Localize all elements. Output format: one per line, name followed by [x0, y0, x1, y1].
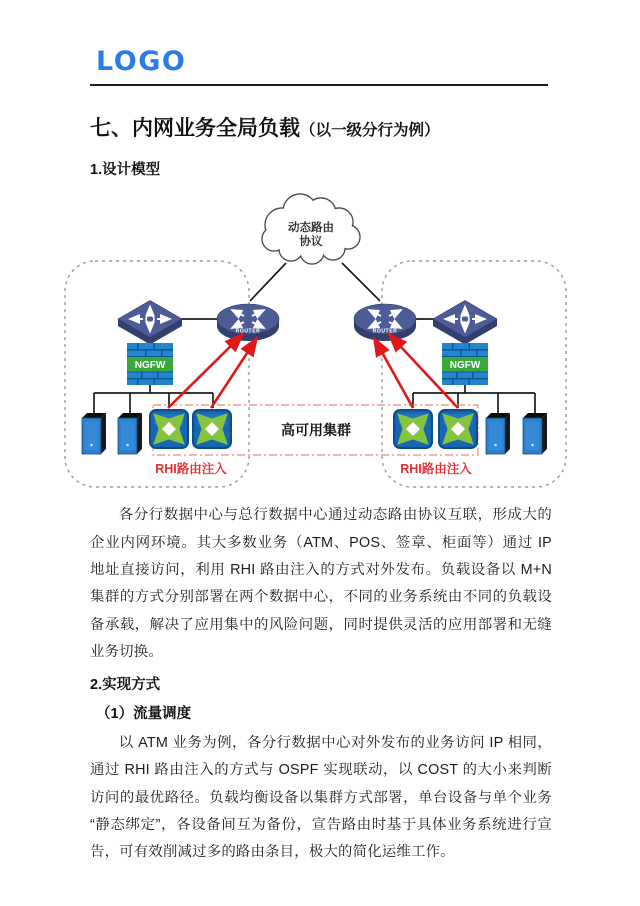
page-title-suffix: （以一级分行为例） — [300, 122, 440, 139]
subsection-traffic-scheduling: （1）流量调度 — [96, 705, 192, 722]
load-balancer-icon-right-1 — [394, 410, 432, 448]
server-icon-left-2 — [118, 413, 142, 454]
cloud-icon — [262, 194, 360, 264]
load-balancer-icon-right-2 — [439, 410, 477, 448]
ngfw-label-left: NGFW — [134, 360, 166, 372]
ha-cluster-label: 高可用集群 — [281, 422, 351, 439]
switch-icon-left — [118, 301, 182, 345]
page-title — [90, 116, 552, 142]
section-implementation: 2.实现方式 — [90, 676, 161, 693]
router-label-right: ROUTER — [372, 328, 398, 335]
page-header — [0, 0, 640, 86]
section-design-model: 1.设计模型 — [90, 162, 161, 179]
rhi-label-left: RHI路由注入 — [155, 462, 227, 477]
load-balancer-icon-left-1 — [150, 410, 188, 448]
router-icon-right — [354, 304, 416, 341]
paragraph-traffic-scheduling: 以 ATM 业务为例，各分行数据中心对外发布的业务访问 IP 相同，通过 RHI 路由注入的方式与 OSPF 实现联动，以 COST 的大小来判断访问的最优路径。负载均衡设备以集群方式部署，单台设备与单个业务 “静态绑定”，各设备间互为备份，宣告路由时基于具体业务系统进行宣告，可有效削减过多的路由条目，极大的简化运维工作。 — [90, 734, 552, 861]
router-icon-left — [217, 304, 279, 341]
ngfw-label-right: NGFW — [449, 360, 481, 372]
page-title-main: 七、内网业务全局负载 — [90, 117, 300, 140]
server-icon-right-2 — [523, 413, 547, 454]
rhi-arrows — [168, 334, 458, 408]
paragraph-design-model: 各分行数据中心与总行数据中心通过动态路由协议互联，形成大的企业内网环境。其大多数业务（ATM、POS、签章、柜面等）通过 IP 地址直接访问，利用 RHI 路由注入的方式对外发布。负载设备以 M+N 集群的方式分别部署在两个数据中心，不同的业务系统由不同的负载设备承载，解决了应用集中的风险问题，同时提供灵活的应用部署和无缝业务切换。 — [90, 507, 552, 661]
load-balancer-icon-left-2 — [193, 410, 231, 448]
router-label-left: ROUTER — [235, 328, 261, 335]
server-icon-left-1 — [82, 413, 106, 454]
network-diagram — [60, 191, 580, 501]
rhi-label-right: RHI路由注入 — [400, 462, 472, 477]
server-icon-right-1 — [486, 413, 510, 454]
cloud-label-line2: 协议 — [299, 236, 323, 249]
logo: LOGO — [96, 46, 187, 77]
switch-icon-right — [433, 301, 497, 345]
header-divider — [90, 84, 548, 86]
cloud-label-line1: 动态路由 — [288, 222, 334, 235]
